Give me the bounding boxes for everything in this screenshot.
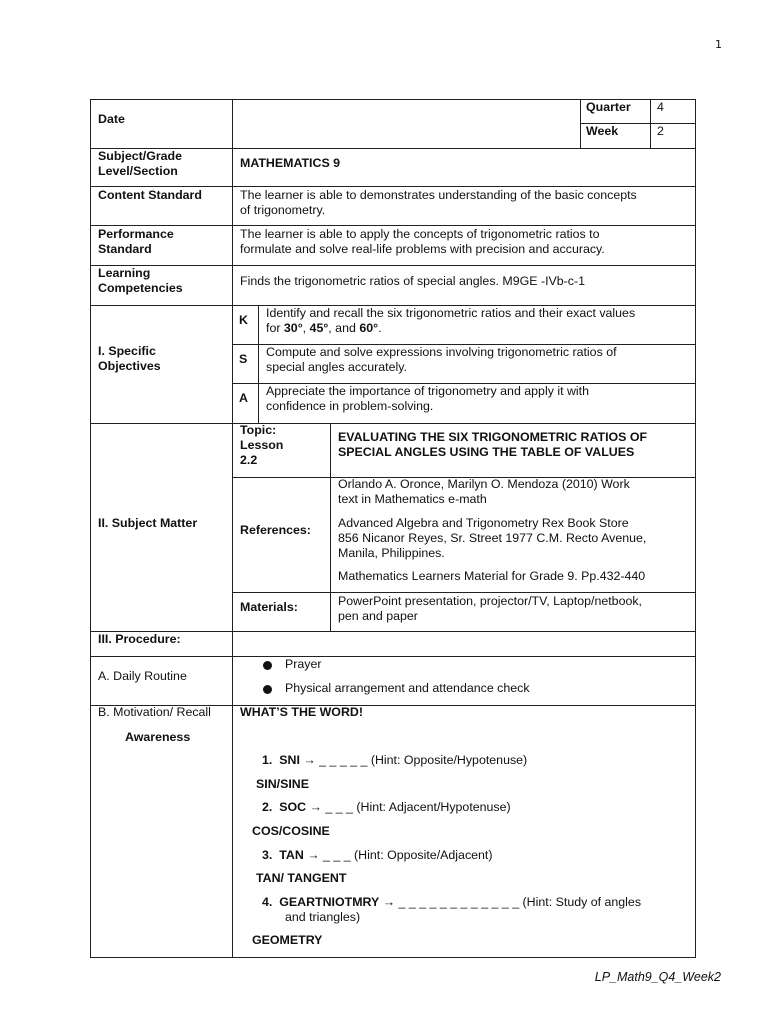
objective-k-text: Identify and recall the six trigonometric ratios and their exact values for 30°, 45°, and 60°.	[266, 306, 636, 335]
list-item: 4. GEARTNIOTMRY → _ _ _ _ _ _ _ _ _ _ _ _ (Hint: Study of angles	[262, 895, 642, 909]
awareness-label: Awareness	[125, 730, 191, 744]
topic-label: Topic: Lesson 2.2	[240, 423, 284, 467]
bullet-icon	[263, 661, 272, 670]
motivation-label: B. Motivation/ Recall	[98, 705, 211, 719]
performance-standard-text: The learner is able to apply the concepts of trigonometric ratios to formulate and solve real-life problems with precision and accuracy.	[240, 227, 605, 256]
answer-4: GEOMETRY	[252, 933, 323, 947]
date-label: Date	[98, 112, 125, 126]
materials-text: PowerPoint presentation, projector/TV, Laptop/netbook, pen and paper	[338, 594, 642, 623]
objective-k-letter: K	[239, 313, 248, 327]
quarter-value: 4	[657, 100, 664, 114]
daily-item-prayer: Prayer	[285, 657, 322, 671]
answer-1: SIN/SINE	[256, 777, 310, 791]
list-item: 2. SOC → _ _ _ (Hint: Adjacent/Hypotenuse)	[262, 800, 511, 814]
bullet-icon	[263, 685, 272, 694]
objective-a-letter: A	[239, 391, 248, 405]
competencies-text: Finds the trigonometric ratios of special angles. M9GE -IVb-c-1	[240, 274, 586, 288]
competencies-label: Learning Competencies	[98, 266, 183, 295]
list-item: 3. TAN → _ _ _ (Hint: Opposite/Adjacent)	[262, 848, 493, 862]
procedure-label: III. Procedure:	[98, 632, 181, 646]
footer-doc-id: LP_Math9_Q4_Week2	[594, 970, 721, 984]
content-standard-label: Content Standard	[98, 188, 202, 202]
objective-s-text: Compute and solve expressions involving trigonometric ratios of special angles accurately.	[266, 345, 617, 374]
list-item: 1. SNI → _ _ _ _ _ (Hint: Opposite/Hypotenuse)	[262, 753, 528, 767]
objective-s-letter: S	[239, 352, 248, 366]
subject-value: MATHEMATICS 9	[240, 156, 341, 170]
reference-3: Mathematics Learners Material for Grade 9. Pp.432-440	[338, 569, 646, 583]
reference-1: Orlando A. Oronce, Marilyn O. Mendoza (2010) Work text in Mathematics e-math	[338, 477, 630, 506]
objective-a-text: Appreciate the importance of trigonometry and apply it with confidence in problem-solving.	[266, 384, 590, 413]
references-label: References:	[240, 523, 311, 537]
performance-standard-label: Performance Standard	[98, 227, 174, 256]
week-label: Week	[586, 124, 619, 138]
activity-title: WHAT’S THE WORD!	[240, 705, 363, 719]
subject-matter-label: II. Subject Matter	[98, 516, 198, 530]
quarter-label: Quarter	[586, 100, 631, 114]
subject-label: Subject/Grade Level/Section	[98, 149, 183, 178]
reference-2: Advanced Algebra and Trigonometry Rex Book Store 856 Nicanor Reyes, Sr. Street 1977 C.M. Recto Avenue, Manila, Philippines.	[338, 516, 647, 560]
page-number: 1	[715, 38, 722, 51]
objectives-label: I. Specific Objectives	[98, 344, 161, 373]
daily-item-attendance: Physical arrangement and attendance check	[285, 681, 530, 695]
materials-label: Materials:	[240, 600, 298, 614]
daily-routine-label: A. Daily Routine	[98, 669, 187, 683]
week-value: 2	[657, 124, 664, 138]
list-item-continued: and triangles)	[285, 910, 361, 924]
content-standard-text: The learner is able to demonstrates understanding of the basic concepts of trigonometry.	[240, 188, 637, 217]
topic-title: EVALUATING THE SIX TRIGONOMETRIC RATIOS OF SPECIAL ANGLES USING THE TABLE OF VALUES	[338, 430, 648, 459]
answer-3: TAN/ TANGENT	[256, 871, 347, 885]
answer-2: COS/COSINE	[252, 824, 330, 838]
